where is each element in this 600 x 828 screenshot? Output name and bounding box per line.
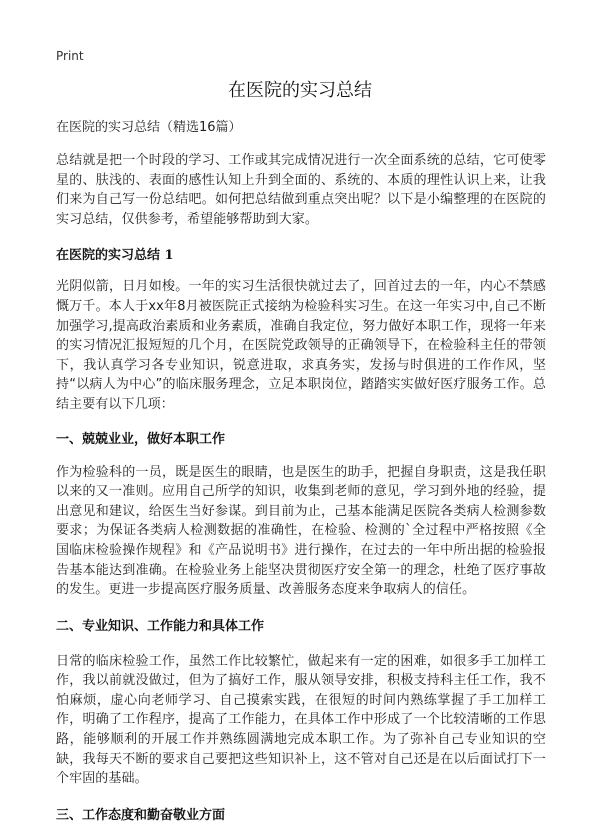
section-heading-1: 在医院的实习总结 1: [56, 248, 174, 264]
skills-paragraph: 日常的临床检验工作，虽然工作比较繁忙，做起来有一定的困难，如很多手工加样工作，我以前就没做过，但为了搞好工作，服从领导安排，积极支持科主任工作，我不怕麻烦，虚心向老师学习、自己摸索实践，在很短的时间内熟练掌握了手工加样工作，明确了工作程序，提高了工作能力，在具体工作中形成了一个比较清晰的工作思路，能够顺利的开展工作并熟练圆满地完成本职工作。为了弥补自己专业知识的空缺，我每天不断的要求自己要把这些知识补上，这不管对自己还是在以后面试打下一个牢固的基础。: [56, 653, 546, 787]
duty-paragraph: 作为检验科的一员，既是医生的眼睛，也是医生的助手，把握自身职责，这是我任职以来的又一准则。应用自己所学的知识，收集到老师的意见，学习到外地的经验，提出意见和建议，给医生当好参谋。到目前为止，己基本能满足医院各类病人检测参数要求；为保证各类病人检测数据的准确性，在检验、检测的`全过程中严格按照《全国临床检验操作规程》和《产品说明书》进行操作，在过去的一年中所出据的检验报告基本能达到准确。在检验业务上能坚决贯彻医疗安全第一的理念，杜绝了医疗事故的发生。更进一步提高医疗服务质量、改善服务态度来争取病人的信任。: [56, 464, 546, 598]
print-link[interactable]: Print: [56, 49, 84, 63]
subheading-duty: 一、兢兢业业，做好本职工作: [56, 431, 226, 447]
subheading-attitude: 三、工作态度和勤奋敬业方面: [56, 807, 226, 823]
page-title: 在医院的实习总结: [228, 80, 372, 101]
document-body: [56, 151, 546, 825]
document-subtitle: 在医院的实习总结（精选16篇）: [56, 120, 242, 135]
subheading-skills: 二、专业知识、工作能力和具体工作: [56, 618, 265, 634]
section-1-paragraph: 光阴似箭，日月如梭。一年的实习生活很快就过去了，回首过去的一年，内心不禁感慨万千。本人于xx年8月被医院正式接纳为检验科实习生。在这一年实习中,自己不断加强学习,提高政治素质和业务素质，准确自我定位，努力做好本职工作，现将一年来的实习情况汇报短短的几个月，在医院党政领导的正确领导下，在检验科主任的带领下，我认真学习各专业知识，锐意进取，求真务实，发扬与时俱进的工作作风，坚持“以病人为中心”的临床服务理念，立足本职岗位，踏踏实实做好医疗服务工作。总结主要有以下几项：: [56, 279, 546, 412]
intro-paragraph: 总结就是把一个时段的学习、工作或其完成情况进行一次全面系统的总结，它可使零星的、肤浅的、表面的感性认知上升到全面的、系统的、本质的理性认识上来，让我们来为自己写一份总结吧。如何把总结做到重点突出呢？以下是小编整理的在医院的实习总结，仅供参考，希望能够帮助到大家。: [56, 153, 546, 227]
